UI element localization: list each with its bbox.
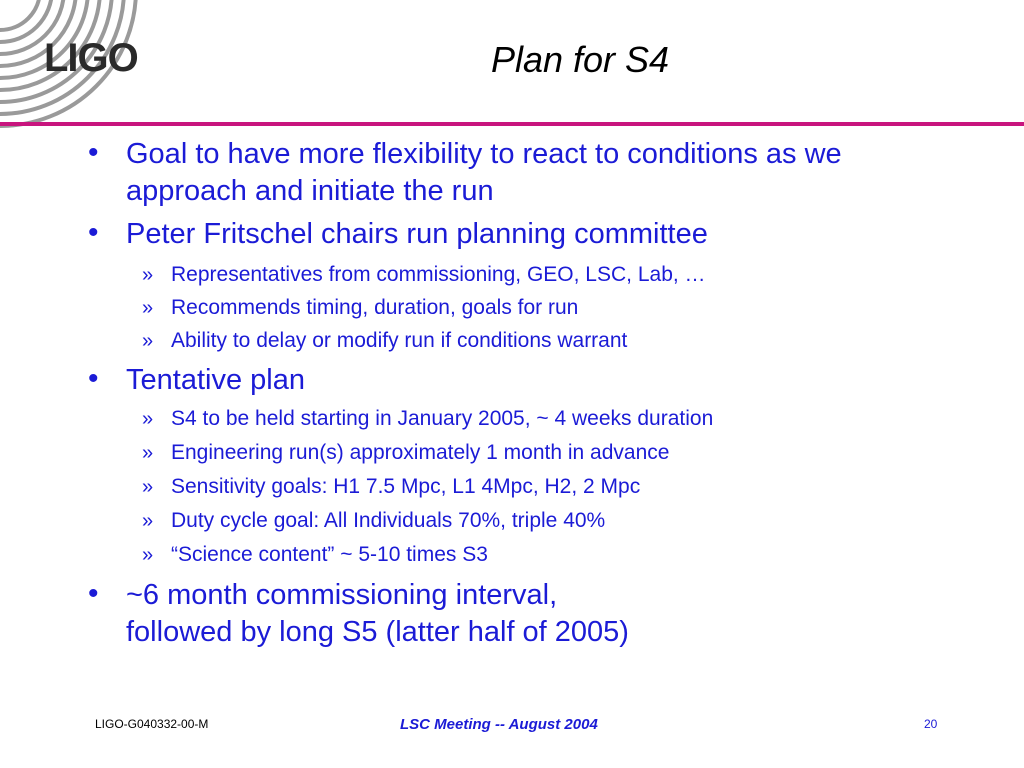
meeting-label: LSC Meeting -- August 2004 bbox=[400, 716, 598, 733]
bullet-text: Tentative plan bbox=[126, 364, 305, 396]
slide-title: Plan for S4 bbox=[490, 39, 670, 80]
bullet-marker: • bbox=[88, 136, 99, 169]
bullet-marker: » bbox=[142, 264, 154, 286]
bullet-text: ~6 month commissioning interval, followed by long S5 (latter half of 2005) bbox=[126, 579, 629, 648]
bullet-marker: » bbox=[142, 476, 154, 498]
sub-bullet-text: Representatives from commissioning, GEO, LSC, Lab, … bbox=[171, 263, 706, 286]
sub-bullet-text: S4 to be held starting in January 2005, ~ 4 weeks duration bbox=[171, 407, 714, 430]
sub-bullet-text: Engineering run(s) approximately 1 month in advance bbox=[171, 441, 670, 464]
bullet-marker: » bbox=[142, 408, 154, 430]
bullet-marker: » bbox=[142, 442, 154, 464]
bullet-marker: » bbox=[142, 544, 154, 566]
bullet-marker: » bbox=[142, 510, 154, 532]
bullet-marker: » bbox=[142, 297, 154, 319]
bullet-marker: • bbox=[88, 216, 99, 249]
document-id: LIGO-G040332-00-M bbox=[95, 717, 209, 731]
bullet-text: Goal to have more flexibility to react to conditions as we approach and initiate the run bbox=[126, 138, 842, 207]
bullet-marker: » bbox=[142, 330, 154, 352]
sub-bullet-text: Sensitivity goals: H1 7.5 Mpc, L1 4Mpc, H2, 2 Mpc bbox=[171, 475, 641, 498]
bullet-marker: • bbox=[88, 362, 99, 395]
page-number: 20 bbox=[924, 717, 938, 731]
sub-bullet-text: Recommends timing, duration, goals for run bbox=[171, 296, 579, 319]
sub-bullet-text: Ability to delay or modify run if conditions warrant bbox=[171, 329, 628, 352]
bullet-marker: • bbox=[88, 577, 99, 610]
sub-bullet-text: Duty cycle goal: All Individuals 70%, triple 40% bbox=[171, 509, 606, 532]
bullet-text: Peter Fritschel chairs run planning committee bbox=[126, 218, 708, 250]
arc-ring bbox=[0, 0, 40, 30]
title-divider bbox=[0, 122, 1024, 126]
sub-bullet-text: “Science content” ~ 5-10 times S3 bbox=[171, 543, 488, 566]
ligo-logo: LIGO bbox=[44, 36, 138, 80]
